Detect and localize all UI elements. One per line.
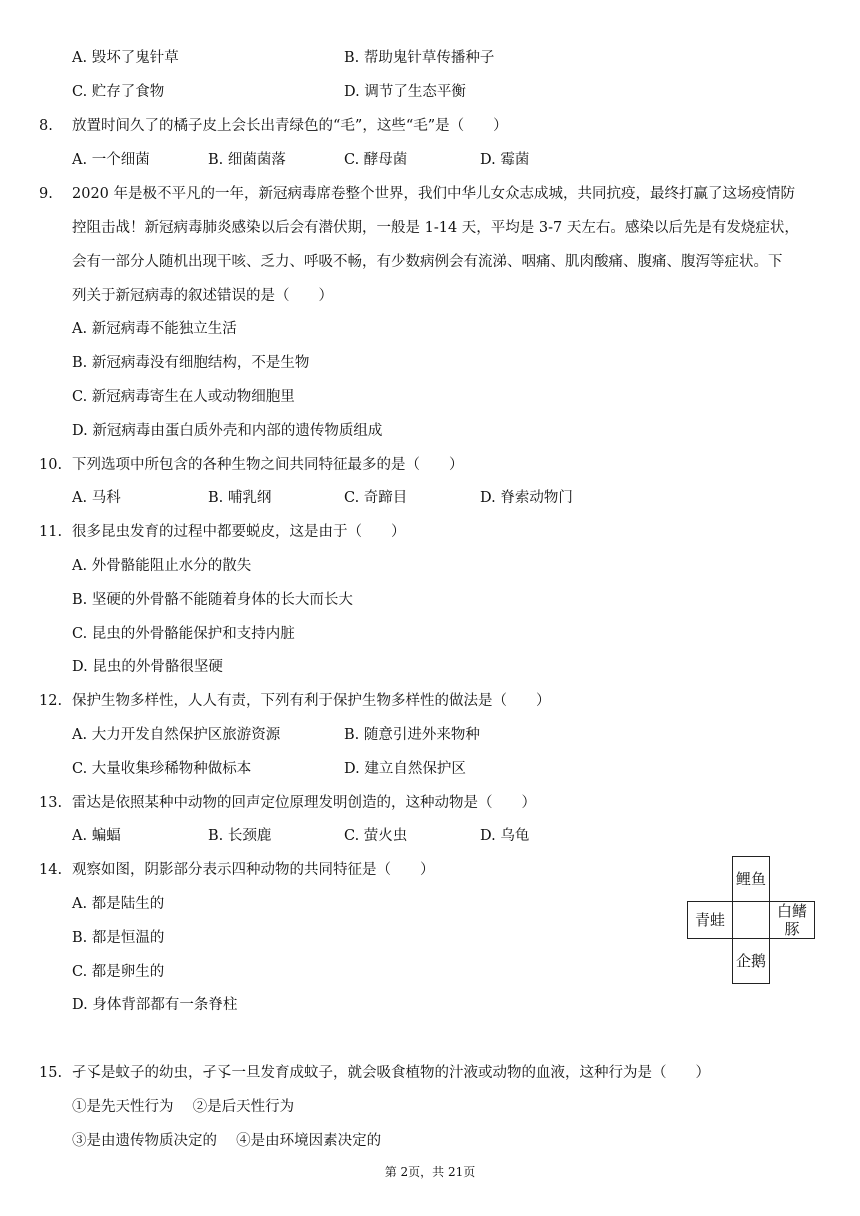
answer-option: A. 大力开发自然保护区旅游资源 [72,727,281,743]
text-line: B. 坚硬的外骨骼不能随着身体的长大而长大 [72,592,353,608]
answer-option: B. 哺乳纲 [208,490,272,506]
text-line: 2020 年是极不平凡的一年，新冠病毒席卷整个世界，我们中华儿女众志成城，共同抗疫，最终打赢了这场疫情防 [72,186,796,202]
text-line: 观察如图，阴影部分表示四种动物的共同特征是（ ） [72,862,435,878]
text-line: 控阻击战！新冠病毒肺炎感染以后会有潜伏期，一般是 1-14 天，平均是 3-7 天左右。感染以后先是有发烧症状， [72,220,799,236]
text-line: A. 外骨骼能阻止水分的散失 [72,558,252,574]
text-line: ③是由遗传物质决定的 ④是由环境因素决定的 [72,1133,382,1149]
diagram-cell-center [732,901,770,939]
text-line: 会有一部分人随机出现干咳、乏力、呼吸不畅，有少数病例会有流涕、咽痛、肌肉酸痛、腹痛、腹泻等症状。下 [72,254,783,270]
answer-option: B. 随意引进外来物种 [344,727,480,743]
question-number: 8. [39,118,53,134]
text-line: B. 新冠病毒没有细胞结构，不是生物 [72,355,310,371]
text-line: 保护生物多样性，人人有责，下列有利于保护生物多样性的做法是（ ） [72,693,551,709]
text-line: C. 昆虫的外骨骼能保护和支持内脏 [72,626,295,642]
text-line: B. 都是恒温的 [72,930,165,946]
text-line: C. 新冠病毒寄生在人或动物细胞里 [72,389,295,405]
text-line: 雷达是依照某种中动物的回声定位原理发明创造的，这种动物是（ ） [72,795,536,811]
answer-option: D. 调节了生态平衡 [344,84,466,100]
text-line: D. 身体背部都有一条脊柱 [72,997,238,1013]
answer-option: C. 奇蹄目 [344,490,408,506]
answer-option: C. 萤火虫 [344,828,408,844]
answer-option: A. 蝙蝠 [72,828,121,844]
text-line: A. 都是陆生的 [72,896,165,912]
text-line: D. 昆虫的外骨骼很坚硬 [72,659,223,675]
diagram-cell-right: 白鳍豚 [769,901,815,939]
question-number: 11. [39,524,63,540]
text-line: 列关于新冠病毒的叙述错误的是（ ） [72,288,333,304]
question-number: 13. [39,795,63,811]
text-line: A. 新冠病毒不能独立生活 [72,321,237,337]
diagram-cell-top: 鲤鱼 [732,856,770,902]
question-number: 15. [39,1065,63,1081]
diagram-cell-left: 青蛙 [687,901,733,939]
question-number: 9. [39,186,53,202]
answer-option: B. 帮助鬼针草传播种子 [344,50,495,66]
answer-option: B. 长颈鹿 [208,828,272,844]
question-number: 12. [39,693,63,709]
question-number: 10. [39,457,63,473]
text-line: 下列选项中所包含的各种生物之间共同特征最多的是（ ） [72,457,464,473]
answer-option: D. 乌龟 [480,828,530,844]
answer-option: D. 霉菌 [480,152,530,168]
answer-option: D. 建立自然保护区 [344,761,466,777]
text-line: 孑孓是蚊子的幼虫，孑孓一旦发育成蚊子，就会吸食植物的汁液或动物的血液，这种行为是（ ） [72,1065,710,1081]
answer-option: B. 细菌菌落 [208,152,286,168]
text-line: C. 都是卵生的 [72,964,165,980]
text-line: 很多昆虫发育的过程中都要蜕皮，这是由于（ ） [72,524,406,540]
page-footer: 第 2页，共 21页 [384,1165,476,1179]
answer-option: A. 一个细菌 [72,152,150,168]
question-number: 14. [39,862,63,878]
text-line: 放置时间久了的橘子皮上会长出青绿色的“毛”，这些“毛”是（ ） [72,118,508,134]
answer-option: A. 马科 [72,490,121,506]
text-line: D. 新冠病毒由蛋白质外壳和内部的遗传物质组成 [72,423,383,439]
answer-option: D. 脊索动物门 [480,490,573,506]
answer-option: C. 大量收集珍稀物种做标本 [72,761,252,777]
diagram-cell-bottom: 企鹅 [732,938,770,984]
answer-option: A. 毁坏了鬼针草 [72,50,179,66]
answer-option: C. 贮存了食物 [72,84,165,100]
answer-option: C. 酵母菌 [344,152,408,168]
text-line: ①是先天性行为 ②是后天性行为 [72,1099,295,1115]
